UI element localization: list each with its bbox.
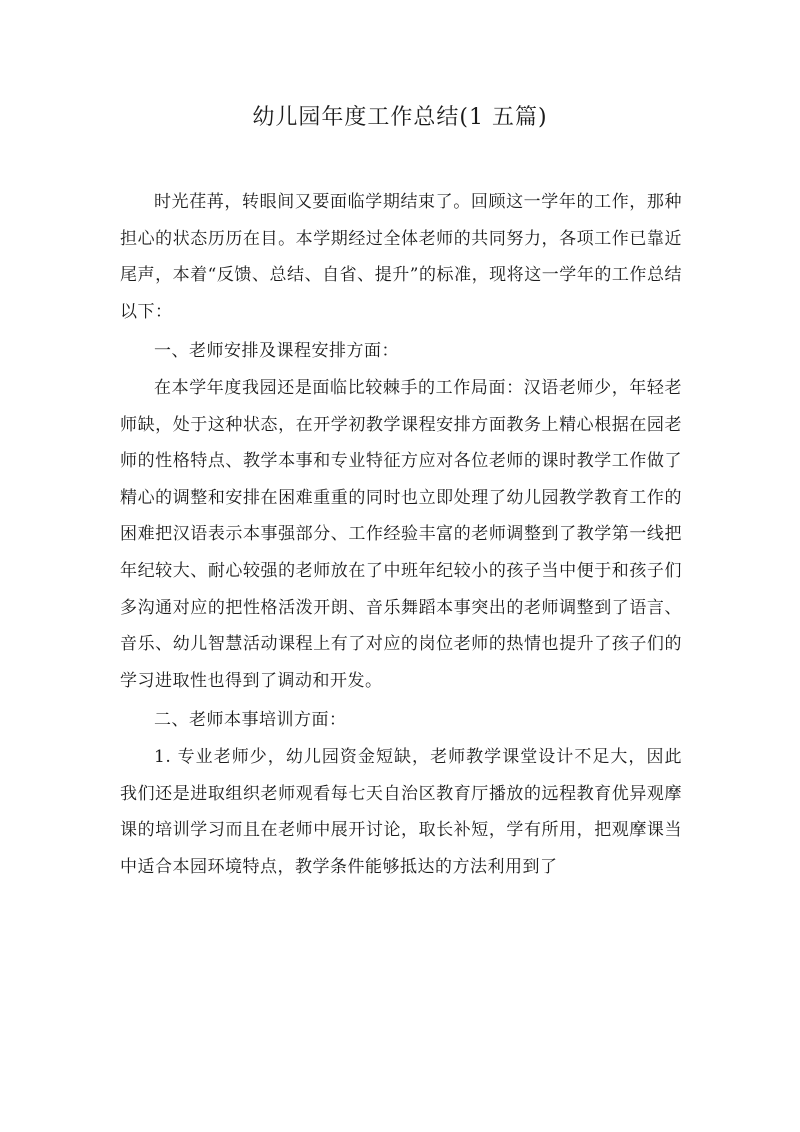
- paragraph-section-1: 在本学年度我园还是面临比较棘手的工作局面：汉语老师少，年轻老师缺，处于这种状态，在开学初教学课程安排方面教务上精心根据在园老师的性格特点、教学本事和专业特征方应对各位老师的课时教学工作做了精心的调整和安排在困难重重的同时也立即处理了幼儿园教学教育工作的困难把汉语表示本事强部分、工作经验丰富的老师调整到了教学第一线把年纪较大、耐心较强的老师放在了中班年纪较小的孩子当中便于和孩子们多沟通对应的把性格活泼开朗、音乐舞蹈本事突出的老师调整到了语言、音乐、幼儿智慧活动课程上有了对应的岗位老师的热情也提升了孩子们的学习进取性也得到了调动和开发。: [120, 377, 682, 691]
- section-heading-2: 二、老师本事培训方面：: [154, 710, 347, 731]
- document-title: 幼儿园年度工作总结(1 五篇): [252, 105, 548, 130]
- paragraph-intro: 时光荏苒，转眼间又要面临学期结束了。回顾这一学年的工作，那种担心的状态历历在目。本学期经过全体老师的共同努力，各项工作已靠近尾声，本着“反馈、总结、自省、提升”的标准，现将这一学年的工作总结以下：: [120, 192, 682, 322]
- section-heading-1: 一、老师安排及课程安排方面：: [154, 341, 399, 362]
- document-body: [120, 184, 682, 885]
- paragraph-section-2-item-1: 1. 专业老师少，幼儿园资金短缺，老师教学课堂设计不足大，因此我们还是进取组织老师观看每七天自治区教育厅播放的远程教育优异观摩课的培训学习而且在老师中展开讨论，取长补短，学有所用，把观摩课当中适合本园环境特点，教学条件能够抵达的方法利用到了: [120, 746, 682, 877]
